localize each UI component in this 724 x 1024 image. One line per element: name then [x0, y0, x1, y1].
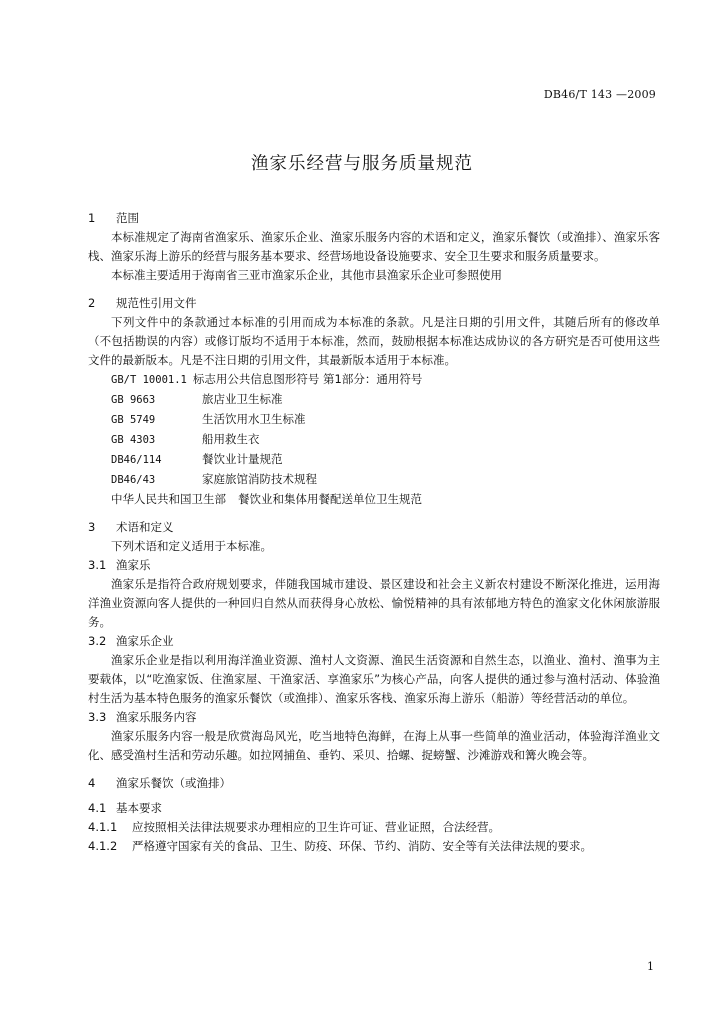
clause-text: 应按照相关法律法规要求办理相应的卫生许可证、营业证照，合法经营。	[132, 820, 500, 834]
page-number: 1	[647, 960, 654, 973]
subsection-title: 渔家乐企业	[116, 634, 174, 648]
paragraph: 本标准规定了海南省渔家乐、渔家乐企业、渔家乐服务内容的术语和定义，渔家乐餐饮（或渔排）、渔家乐客栈、渔家乐海上游乐的经营与服务基本要求、经营场地设备设施要求、安全卫生要求和服务质量要求。	[88, 230, 660, 263]
reference-code: GB 4303	[111, 434, 156, 446]
subsection-number: 3.2	[88, 634, 107, 648]
section-number: 3	[88, 520, 96, 534]
reference-code: DB46/43	[111, 474, 156, 486]
paragraph: 下列术语和定义适用于本标准。	[111, 539, 272, 553]
paragraph: 下列文件中的条款通过本标准的引用而成为本标准的条款。凡是注日期的引用文件，其随后所有的修改单（不包括勘误的内容）或修订版均不适用于本标准，然而，鼓励根据本标准达成协议的各方研究是否可使用这些文件的最新版本。凡是不注日期的引用文件，其最新版本适用于本标准。	[88, 315, 660, 367]
paragraph: 本标准主要适用于海南省三亚市渔家乐企业，其他市县渔家乐企业可参照使用	[111, 268, 502, 282]
reference-title: 标志用公共信息图形符号 第1部分：通用符号	[192, 372, 423, 386]
reference-code: 中华人民共和国卫生部	[111, 492, 226, 506]
reference-code: DB46/114	[111, 454, 162, 466]
reference-code: GB 5749	[111, 414, 156, 426]
section-heading-1	[88, 209, 660, 228]
subsection-title: 基本要求	[116, 801, 162, 815]
standard-code: DB46/T 143 —2009	[543, 88, 656, 101]
section-heading-4	[88, 774, 660, 793]
subsection-title: 渔家乐	[116, 558, 151, 572]
reference-item	[111, 370, 660, 390]
subsection-heading-3-2	[88, 632, 660, 651]
reference-item	[111, 490, 660, 509]
clause-4-1-2	[88, 837, 660, 856]
paragraph: 渔家乐企业是指以利用海洋渔业资源、渔村人文资源、渔民生活资源和自然生态，以渔业、渔村、渔事为主要载体，以“吃渔家饭、住渔家屋、干渔家活、享渔家乐”为核心产品，向客人提供的通过参与渔村活动、体验渔村生活为基本特色服务的渔家乐餐饮（或渔排）、渔家乐客栈、渔家乐海上游乐（船游）等经营活动的单位。	[88, 653, 660, 705]
section-number: 4	[88, 776, 96, 790]
reference-item	[111, 390, 660, 410]
clause-number: 4.1.2	[88, 839, 118, 853]
section-heading-3	[88, 518, 660, 537]
reference-title: 船用救生衣	[202, 432, 260, 446]
reference-title: 家庭旅馆消防技术规程	[202, 472, 317, 486]
reference-title: 餐饮业和集体用餐配送单位卫生规范	[238, 492, 422, 506]
clause-number: 4.1.1	[88, 820, 118, 834]
reference-item	[111, 430, 660, 450]
section-title: 规范性引用文件	[116, 296, 197, 310]
reference-item	[111, 410, 660, 430]
clause-text: 严格遵守国家有关的食品、卫生、防疫、环保、节约、消防、安全等有关法律法规的要求。	[132, 839, 592, 853]
subsection-number: 4.1	[88, 801, 107, 815]
document-body	[88, 209, 660, 856]
subsection-number: 3.1	[88, 558, 107, 572]
section-title: 术语和定义	[116, 520, 174, 534]
subsection-number: 3.3	[88, 710, 107, 724]
reference-code: GB/T 10001.1	[111, 374, 187, 386]
reference-item	[111, 450, 660, 470]
section-number: 2	[88, 296, 96, 310]
section-number: 1	[88, 211, 96, 225]
clause-4-1-1	[88, 818, 660, 837]
reference-title: 生活饮用水卫生标准	[202, 412, 306, 426]
section-title: 范围	[116, 211, 139, 225]
reference-code: GB 9663	[111, 394, 156, 406]
reference-title: 餐饮业计量规范	[202, 452, 283, 466]
reference-title: 旅店业卫生标准	[202, 392, 283, 406]
section-title: 渔家乐餐饮（或渔排）	[116, 776, 231, 790]
reference-item	[111, 470, 660, 490]
subsection-heading-3-1	[88, 556, 660, 575]
document-title: 渔家乐经营与服务质量规范	[251, 154, 473, 174]
subsection-title: 渔家乐服务内容	[116, 710, 197, 724]
normative-references-list	[88, 370, 660, 509]
subsection-heading-4-1	[88, 799, 660, 818]
subsection-heading-3-3	[88, 708, 660, 727]
paragraph: 渔家乐服务内容一般是欣赏海岛风光，吃当地特色海鲜，在海上从事一些简单的渔业活动，体验海洋渔业文化、感受渔村生活和劳动乐趣。如拉网捕鱼、垂钓、采贝、拾螺、捉螃蟹、沙滩游戏和篝火晚会等。	[88, 729, 660, 762]
paragraph: 渔家乐是指符合政府规划要求，伴随我国城市建设、景区建设和社会主义新农村建设不断深化推进，运用海洋渔业资源向客人提供的一种回归自然从而获得身心放松、愉悦精神的具有浓郁地方特色的渔家文化休闲旅游服务。	[88, 577, 660, 629]
section-heading-2	[88, 294, 660, 313]
